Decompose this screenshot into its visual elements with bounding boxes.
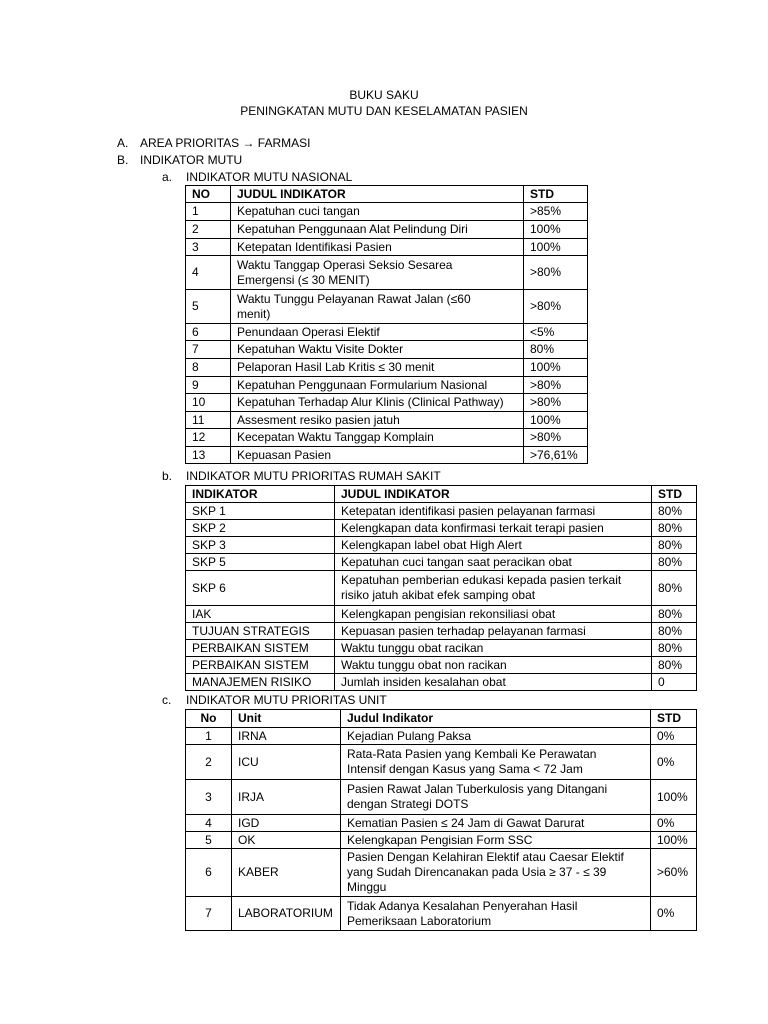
table-cell: 2 (186, 221, 231, 239)
table-cell: 0 (652, 674, 697, 691)
table-cell: ICU (232, 745, 341, 780)
table-cell: Kepatuhan cuci tangan (231, 203, 524, 221)
table-cell: 7 (186, 341, 231, 359)
section-b-marker: b. (162, 469, 173, 483)
outline-b-text: INDIKATOR MUTU (140, 153, 243, 167)
table-row (186, 745, 697, 780)
table-cell: 5 (186, 832, 232, 849)
table-cell: Pelaporan Hasil Lab Kritis ≤ 30 menit (231, 359, 524, 377)
table-cell: 80% (652, 520, 697, 537)
table-cell: 8 (186, 359, 231, 377)
table-cell: IRJA (232, 780, 341, 815)
table-cell: >80% (524, 429, 588, 447)
table-row (186, 290, 588, 324)
outline-a-text: AREA PRIORITAS → FARMASI (140, 136, 311, 150)
column-header-std: STD (524, 186, 588, 203)
column-header-unit: Unit (232, 710, 341, 728)
table-cell: 80% (652, 640, 697, 657)
table-cell: Penundaan Operasi Elektif (231, 324, 524, 341)
table-cell: Kepatuhan pemberian edukasi kepada pasien terkait risiko jatuh akibat efek samping obat (335, 571, 652, 606)
table-row (186, 849, 697, 897)
hospital-indicator-table (185, 485, 697, 691)
table-cell: 100% (651, 780, 697, 815)
section-a-marker: a. (162, 170, 173, 184)
table-cell: 3 (186, 780, 232, 815)
table-cell: 80% (652, 623, 697, 640)
table-cell: >85% (524, 203, 588, 221)
table-cell: IRNA (232, 728, 341, 745)
section-c-marker: c. (162, 693, 172, 707)
table-cell: 0% (651, 897, 697, 931)
table-cell: >80% (524, 394, 588, 412)
table-cell: Kepatuhan cuci tangan saat peracikan obat (335, 554, 652, 571)
table-cell: IAK (186, 606, 335, 623)
table-cell: SKP 1 (186, 503, 335, 520)
document-title: BUKU SAKU (349, 88, 419, 102)
table-cell: 4 (186, 256, 231, 290)
table-cell: Kepuasan pasien terhadap pelayanan farmasi (335, 623, 652, 640)
table-row (186, 815, 697, 832)
table-cell: Ketepatan Identifikasi Pasien (231, 239, 524, 256)
hospital-table-body (186, 503, 697, 691)
column-header-title: JUDUL INDIKATOR (335, 486, 652, 503)
table-cell: Waktu tunggu obat racikan (335, 640, 652, 657)
table-row (186, 520, 697, 537)
table-cell: 0% (651, 728, 697, 745)
table-cell: Assesment resiko pasien jatuh (231, 412, 524, 429)
table-cell: Kelengkapan pengisian rekonsiliasi obat (335, 606, 652, 623)
table-cell: Waktu tunggu obat non racikan (335, 657, 652, 674)
table-cell: 1 (186, 728, 232, 745)
table-cell: SKP 5 (186, 554, 335, 571)
table-cell: Tidak Adanya Kesalahan Penyerahan Hasil Pemeriksaan Laboratorium (341, 897, 651, 931)
table-cell: 80% (524, 341, 588, 359)
table-cell: 6 (186, 324, 231, 341)
table-row (186, 377, 588, 394)
table-row (186, 832, 697, 849)
table-row (186, 412, 588, 429)
table-cell: Kepatuhan Penggunaan Alat Pelindung Diri (231, 221, 524, 239)
table-cell: IGD (232, 815, 341, 832)
table-cell: 80% (652, 503, 697, 520)
table-cell: 100% (524, 239, 588, 256)
column-header-no: NO (186, 186, 231, 203)
table-cell: 80% (652, 606, 697, 623)
table-cell: 5 (186, 290, 231, 324)
unit-table-body (186, 728, 697, 931)
table-cell: 1 (186, 203, 231, 221)
table-row (186, 571, 697, 606)
table-row (186, 640, 697, 657)
table-row (186, 447, 588, 464)
table-cell: Kepuasan Pasien (231, 447, 524, 464)
table-row (186, 897, 697, 931)
table-cell: 4 (186, 815, 232, 832)
table-row (186, 674, 697, 691)
table-row (186, 728, 697, 745)
table-cell: LABORATORIUM (232, 897, 341, 931)
table-cell: PERBAIKAN SISTEM (186, 640, 335, 657)
national-table-body (186, 203, 588, 464)
section-b-title: INDIKATOR MUTU PRIORITAS RUMAH SAKIT (186, 469, 441, 483)
table-cell: >60% (651, 849, 697, 897)
column-header-indicator: INDIKATOR (186, 486, 335, 503)
table-cell: >80% (524, 256, 588, 290)
table-row (186, 606, 697, 623)
table-row (186, 537, 697, 554)
table-cell: Waktu Tanggap Operasi Seksio Sesarea Emergensi (≤ 30 MENIT) (231, 256, 524, 290)
table-cell: 2 (186, 745, 232, 780)
table-cell: Kematian Pasien ≤ 24 Jam di Gawat Darurat (341, 815, 651, 832)
table-cell: Kelengkapan Pengisian Form SSC (341, 832, 651, 849)
table-cell: Kepatuhan Penggunaan Formularium Nasional (231, 377, 524, 394)
column-header-std: STD (651, 710, 697, 728)
section-c-title: INDIKATOR MUTU PRIORITAS UNIT (186, 693, 387, 707)
table-cell: PERBAIKAN SISTEM (186, 657, 335, 674)
table-cell: Kelengkapan label obat High Alert (335, 537, 652, 554)
table-row (186, 239, 588, 256)
table-cell: 3 (186, 239, 231, 256)
column-header-title: JUDUL INDIKATOR (231, 186, 524, 203)
table-row (186, 324, 588, 341)
table-cell: OK (232, 832, 341, 849)
table-cell: 80% (652, 537, 697, 554)
table-cell: 10 (186, 394, 231, 412)
table-cell: 7 (186, 897, 232, 931)
table-cell: 100% (651, 832, 697, 849)
table-row (186, 256, 588, 290)
table-cell: Kecepatan Waktu Tanggap Komplain (231, 429, 524, 447)
table-cell: 80% (652, 554, 697, 571)
table-cell: 100% (524, 359, 588, 377)
table-cell: 0% (651, 815, 697, 832)
table-cell: >76,61% (524, 447, 588, 464)
table-cell: 6 (186, 849, 232, 897)
table-cell: 100% (524, 412, 588, 429)
table-cell: 80% (652, 657, 697, 674)
table-cell: Rata-Rata Pasien yang Kembali Ke Perawatan Intensif dengan Kasus yang Sama < 72 Jam (341, 745, 651, 780)
document-subtitle: PENINGKATAN MUTU DAN KESELAMATAN PASIEN (240, 104, 528, 118)
table-cell: TUJUAN STRATEGIS (186, 623, 335, 640)
table-cell: 9 (186, 377, 231, 394)
table-row (186, 657, 697, 674)
table-cell: Kepatuhan Terhadap Alur Klinis (Clinical Pathway) (231, 394, 524, 412)
table-cell: KABER (232, 849, 341, 897)
table-cell: Ketepatan identifikasi pasien pelayanan farmasi (335, 503, 652, 520)
table-cell: 100% (524, 221, 588, 239)
table-cell: MANAJEMEN RISIKO (186, 674, 335, 691)
table-cell: 80% (652, 571, 697, 606)
table-header-row (186, 710, 697, 728)
table-cell: Pasien Dengan Kelahiran Elektif atau Caesar Elektif yang Sudah Direncanakan pada Usia ≥ 37 - ≤ 39 Minggu (341, 849, 651, 897)
unit-indicator-table (185, 709, 697, 931)
table-cell: 13 (186, 447, 231, 464)
table-cell: >80% (524, 377, 588, 394)
section-a-title: INDIKATOR MUTU NASIONAL (186, 170, 353, 184)
table-row (186, 503, 697, 520)
national-indicator-table (185, 185, 588, 464)
table-row (186, 341, 588, 359)
outline-a-marker: A. (117, 136, 129, 150)
table-row (186, 623, 697, 640)
column-header-title: Judul Indikator (341, 710, 651, 728)
table-cell: Kepatuhan Waktu Visite Dokter (231, 341, 524, 359)
table-cell: >80% (524, 290, 588, 324)
outline-b-marker: B. (117, 153, 129, 167)
table-cell: 11 (186, 412, 231, 429)
table-cell: Pasien Rawat Jalan Tuberkulosis yang Ditangani dengan Strategi DOTS (341, 780, 651, 815)
table-row (186, 203, 588, 221)
table-cell: Kelengkapan data konfirmasi terkait terapi pasien (335, 520, 652, 537)
table-cell: Kejadian Pulang Paksa (341, 728, 651, 745)
table-header-row (186, 186, 588, 203)
table-header-row (186, 486, 697, 503)
table-cell: <5% (524, 324, 588, 341)
table-row (186, 359, 588, 377)
table-cell: Waktu Tunggu Pelayanan Rawat Jalan (≤60 menit) (231, 290, 524, 324)
table-cell: 0% (651, 745, 697, 780)
table-cell: SKP 3 (186, 537, 335, 554)
table-cell: Jumlah insiden kesalahan obat (335, 674, 652, 691)
table-row (186, 221, 588, 239)
table-cell: SKP 2 (186, 520, 335, 537)
table-row (186, 780, 697, 815)
table-row (186, 394, 588, 412)
table-row (186, 554, 697, 571)
table-cell: 12 (186, 429, 231, 447)
column-header-no: No (186, 710, 232, 728)
table-row (186, 429, 588, 447)
column-header-std: STD (652, 486, 697, 503)
table-cell: SKP 6 (186, 571, 335, 606)
